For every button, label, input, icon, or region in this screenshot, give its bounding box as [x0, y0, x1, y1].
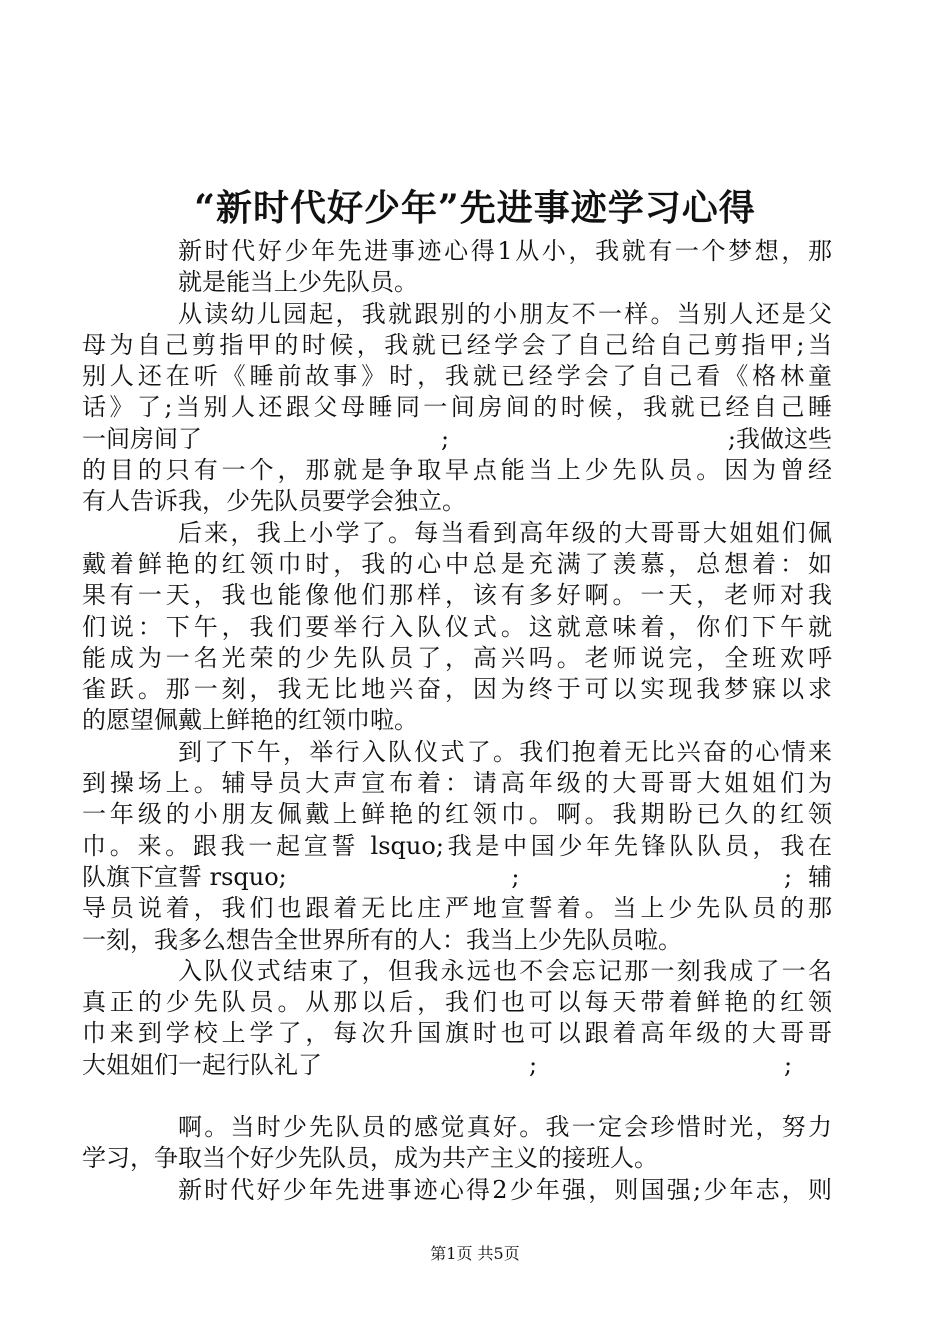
text-fragment: 队旗下宣誓 rsquo; [82, 862, 287, 891]
text-line: 新时代好少年先进事迹心得1从小，我就有一个梦想，那 [178, 237, 832, 265]
page-number-footer: 第1页 共5页 [430, 1244, 520, 1263]
text-line: 能成为一名光荣的少先队员了，高兴吗。老师说完，全班欢呼 [82, 643, 832, 672]
text-line: 一刻，我多么想告全世界所有的人：我当上少先队员啦。 [82, 925, 682, 954]
text-line: 别人还在听《睡前故事》时，我就已经学会了自己看《格林童 [82, 362, 832, 391]
text-line: 导员说着，我们也跟着无比庄严地宣誓着。当上少先队员的那 [82, 894, 832, 923]
text-line: 戴着鲜艳的红领巾时，我的心中总是充满了羡慕，总想着：如 [82, 549, 832, 578]
paragraph [82, 956, 832, 1081]
text-line: 的目的只有一个，那就是争取早点能当上少先队员。因为曾经 [82, 456, 832, 485]
text-line: 真正的少先队员。从那以后，我们也可以每天带着鲜艳的红领 [82, 988, 832, 1017]
text-fragment: 大姐姐们一起行队礼了 [82, 1050, 322, 1079]
text-fragment: 一间房间了 [82, 424, 202, 453]
text-line: 队旗下宣誓 rsquo; ; ;辅 [130, 862, 832, 893]
text-line: 有人告诉我，少先队员要学会独立。 [82, 487, 466, 516]
text-line: 果有一天，我也能像他们那样，该有多好啊。一天，老师对我 [82, 581, 832, 610]
text-line: 巾。来。跟我一起宣誓 lsquo;我是中国少年先锋队队员，我在 [82, 831, 832, 860]
paragraph [82, 299, 832, 518]
paragraph [130, 1175, 832, 1206]
paragraph [82, 1112, 832, 1175]
paragraph [130, 236, 832, 299]
text-line: 巾来到学校上学了，每次升国旗时也可以跟着高年级的大哥哥 [82, 1019, 832, 1048]
text-line: 的愿望佩戴上鲜艳的红领巾啦。 [82, 706, 418, 735]
text-line: 一年级的小朋友佩戴上鲜艳的红领巾。啊。我期盼已久的红领 [82, 800, 832, 829]
text-line: 们说：下午，我们要举行入队仪式。这就意味着，你们下午就 [82, 612, 832, 641]
paragraph [82, 518, 832, 737]
text-line: 学习，争取当个好少先队员，成为共产主义的接班人。 [82, 1144, 658, 1173]
blank-line [130, 1081, 832, 1112]
text-line: 就是能当上少先队员。 [178, 268, 418, 297]
text-line: 啊。当时少先队员的感觉真好。我一定会珍惜时光，努力 [178, 1113, 832, 1142]
text-line: 一间房间了 ; ;我做这些 [130, 424, 832, 455]
text-fragment: ;我做这些 [727, 424, 832, 453]
text-line: 话》了;当别人还跟父母睡同一间房间的时候，我就已经自己睡 [82, 393, 832, 422]
text-line: 大姐姐们一起行队礼了 ; ; [130, 1050, 832, 1081]
document-body [82, 236, 832, 1206]
paragraph [82, 737, 832, 956]
text-line: 到了下午，举行入队仪式了。我们抱着无比兴奋的心情来 [178, 737, 832, 766]
document-title: “新时代好少年”先进事迹学习心得 [194, 187, 756, 229]
text-line: 母为自己剪指甲的时候，我就已经学会了自己给自己剪指甲;当 [82, 330, 832, 359]
text-line: 新时代好少年先进事迹心得2少年强，则国强;少年志，则 [178, 1175, 832, 1204]
text-line: 到操场上。辅导员大声宣布着：请高年级的大哥哥大姐姐们为 [82, 769, 832, 798]
text-line: 雀跃。那一刻，我无比地兴奋，因为终于可以实现我梦寐以求 [82, 675, 832, 704]
text-line: 入队仪式结束了，但我永远也不会忘记那一刻我成了一名 [178, 956, 832, 985]
text-line: 从读幼儿园起，我就跟别的小朋友不一样。当别人还是父 [178, 299, 832, 328]
text-line: 后来，我上小学了。每当看到高年级的大哥哥大姐姐们佩 [178, 518, 832, 547]
